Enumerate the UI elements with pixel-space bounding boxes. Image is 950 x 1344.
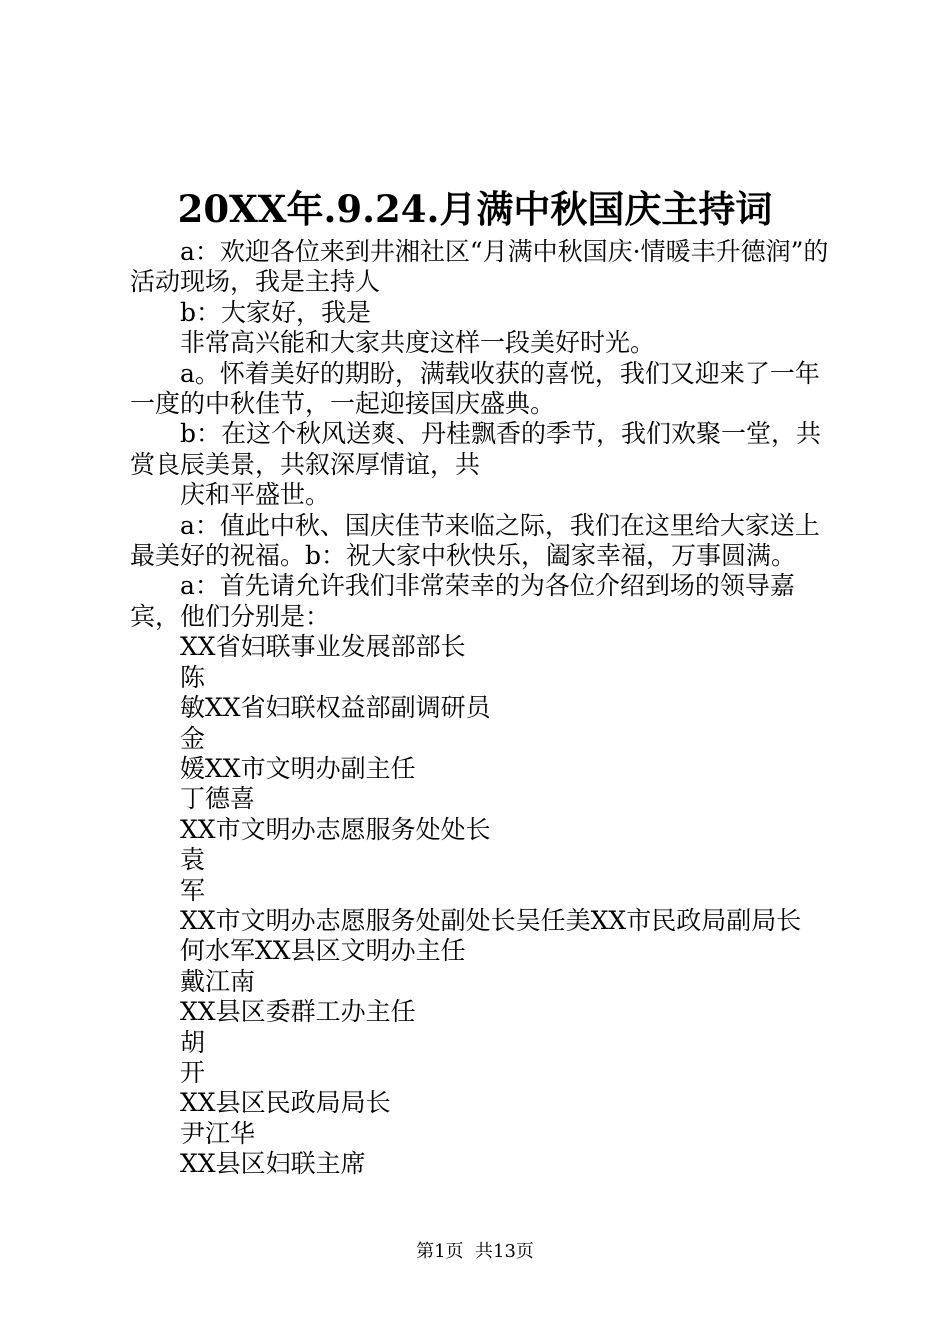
paragraph: 何水军XX县区文明办主任 (180, 936, 466, 966)
paragraph: XX市文明办志愿服务处处长 (180, 814, 491, 844)
paragraph: a：首先请允许我们非常荣幸的为各位介绍到场的领导嘉宾，他们分别是： (130, 571, 795, 631)
paragraph: 金 (180, 723, 206, 753)
paragraph: 媛XX市文明办副主任 (180, 753, 416, 783)
paragraph: XX县区妇联主席 (180, 1149, 366, 1179)
document-title: 20XX年.9.24.月满中秋国庆主持词 (177, 187, 773, 231)
paragraph: 敏XX省妇联权益部副调研员 (180, 693, 491, 723)
paragraph: XX县区委群工办主任 (180, 997, 416, 1027)
paragraph: b：大家好，我是 (180, 297, 372, 327)
page-number-total: 共13页 (475, 1241, 534, 1262)
paragraph: 戴江南 (180, 966, 256, 996)
document-body (130, 237, 842, 1180)
paragraph: 丁德喜 (180, 784, 256, 814)
paragraph: 陈 (180, 662, 206, 692)
paragraph: a：值此中秋、国庆佳节来临之际，我们在这里给大家送上最美好的祝福。b：祝大家中秋快乐，阖家幸福，万事圆满。 (130, 510, 820, 571)
paragraph: 非常高兴能和大家共度这样一段美好时光。 (180, 328, 656, 358)
paragraph: 尹江华 (180, 1118, 256, 1148)
paragraph: 军 (180, 875, 206, 905)
page-footer (0, 1240, 950, 1264)
page-number-current: 第1页 (416, 1241, 464, 1262)
paragraph: XX县区民政局局长 (180, 1088, 391, 1118)
paragraph: 庆和平盛世。 (180, 480, 331, 510)
footer-separator (464, 1241, 475, 1262)
paragraph: a：欢迎各位来到井湘社区“月满中秋国庆·情暖丰升德润”的活动现场，我是主持人 (130, 237, 829, 297)
paragraph: XX市文明办志愿服务处副处长吴任美XX市民政局副局长 (180, 905, 802, 935)
paragraph: XX省妇联事业发展部部长 (180, 632, 466, 662)
paragraph: b：在这个秋风送爽、丹桂飘香的季节，我们欢聚一堂，共赏良辰美景，共叙深厚情谊，共 (130, 419, 822, 479)
paragraph: 袁 (180, 845, 206, 875)
paragraph: a。怀着美好的期盼，满载收获的喜悦，我们又迎来了一年一度的中秋佳节，一起迎接国庆盛典。 (130, 358, 820, 419)
paragraph: 开 (180, 1057, 206, 1087)
paragraph: 胡 (180, 1027, 206, 1057)
